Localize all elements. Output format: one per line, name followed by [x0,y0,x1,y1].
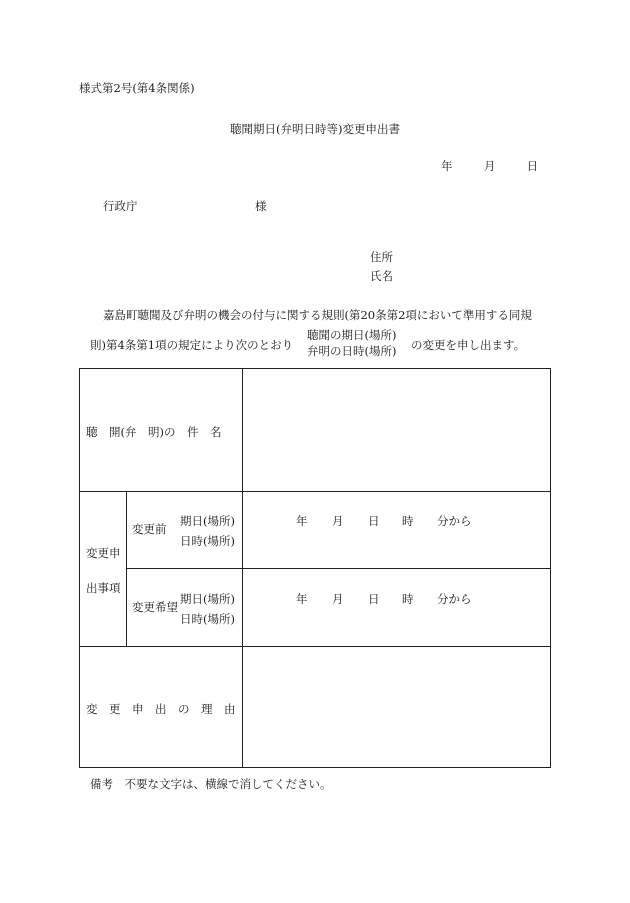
before-time-place: 日時(場所) [180,534,235,548]
before-year: 年 [296,514,308,528]
remarks-note: 備考 不要な文字は、横線で消してください。 [90,777,332,791]
document-title: 聴聞期日(弁明日時等)変更申出書 [230,122,400,136]
name-label: 氏名 [370,269,393,283]
form-number: 様式第2号(第4条関係) [79,81,195,95]
before-change-label: 変更前 [132,522,167,536]
change-items-label-bottom: 出事項 [86,581,121,595]
row-divider-3 [80,646,550,647]
choice-hearing: 聴聞の期日(場所) [307,328,397,342]
body-line-2-end: の変更を申し出ます。 [411,338,526,352]
desired-year: 年 [296,592,308,606]
case-name-label: 聴 開(弁 明)の 件 名 [86,425,222,439]
choice-explanation: 弁明の日時(場所) [307,344,397,358]
honorific: 様 [255,199,267,213]
desired-change-label: 変更希望 [132,600,178,614]
desired-hour: 時 [402,592,414,606]
before-hour: 時 [402,514,414,528]
date-year: 年 [441,159,453,173]
change-items-label-top: 変更申 [86,546,121,560]
desired-time-place: 日時(場所) [180,612,235,626]
before-month: 月 [332,514,344,528]
desired-month: 月 [332,592,344,606]
desired-day: 日 [368,592,380,606]
date-line [441,158,538,174]
desired-minute-from: 分から [437,592,472,606]
addressee: 行政庁 [103,199,138,213]
date-day: 日 [526,159,539,173]
reason-label: 変 更 申 出 の 理 由 [86,702,236,716]
before-date-place: 期日(場所) [180,514,235,528]
body-line-2-start: 則)第4条第1項の規定により次のとおり [90,338,294,352]
date-month: 月 [483,159,496,173]
before-minute-from: 分から [437,514,472,528]
desired-date-place: 期日(場所) [180,592,235,606]
row-divider-2 [126,568,550,569]
row-divider-1 [80,491,550,492]
body-line-1: 嘉島町聴聞及び弁明の機会の付与に関する規則(第20条第2項において準用する同規 [103,308,532,322]
address-label: 住所 [370,250,393,264]
before-day: 日 [368,514,380,528]
body-choice-stack [307,327,396,359]
change-request-table [79,368,551,768]
